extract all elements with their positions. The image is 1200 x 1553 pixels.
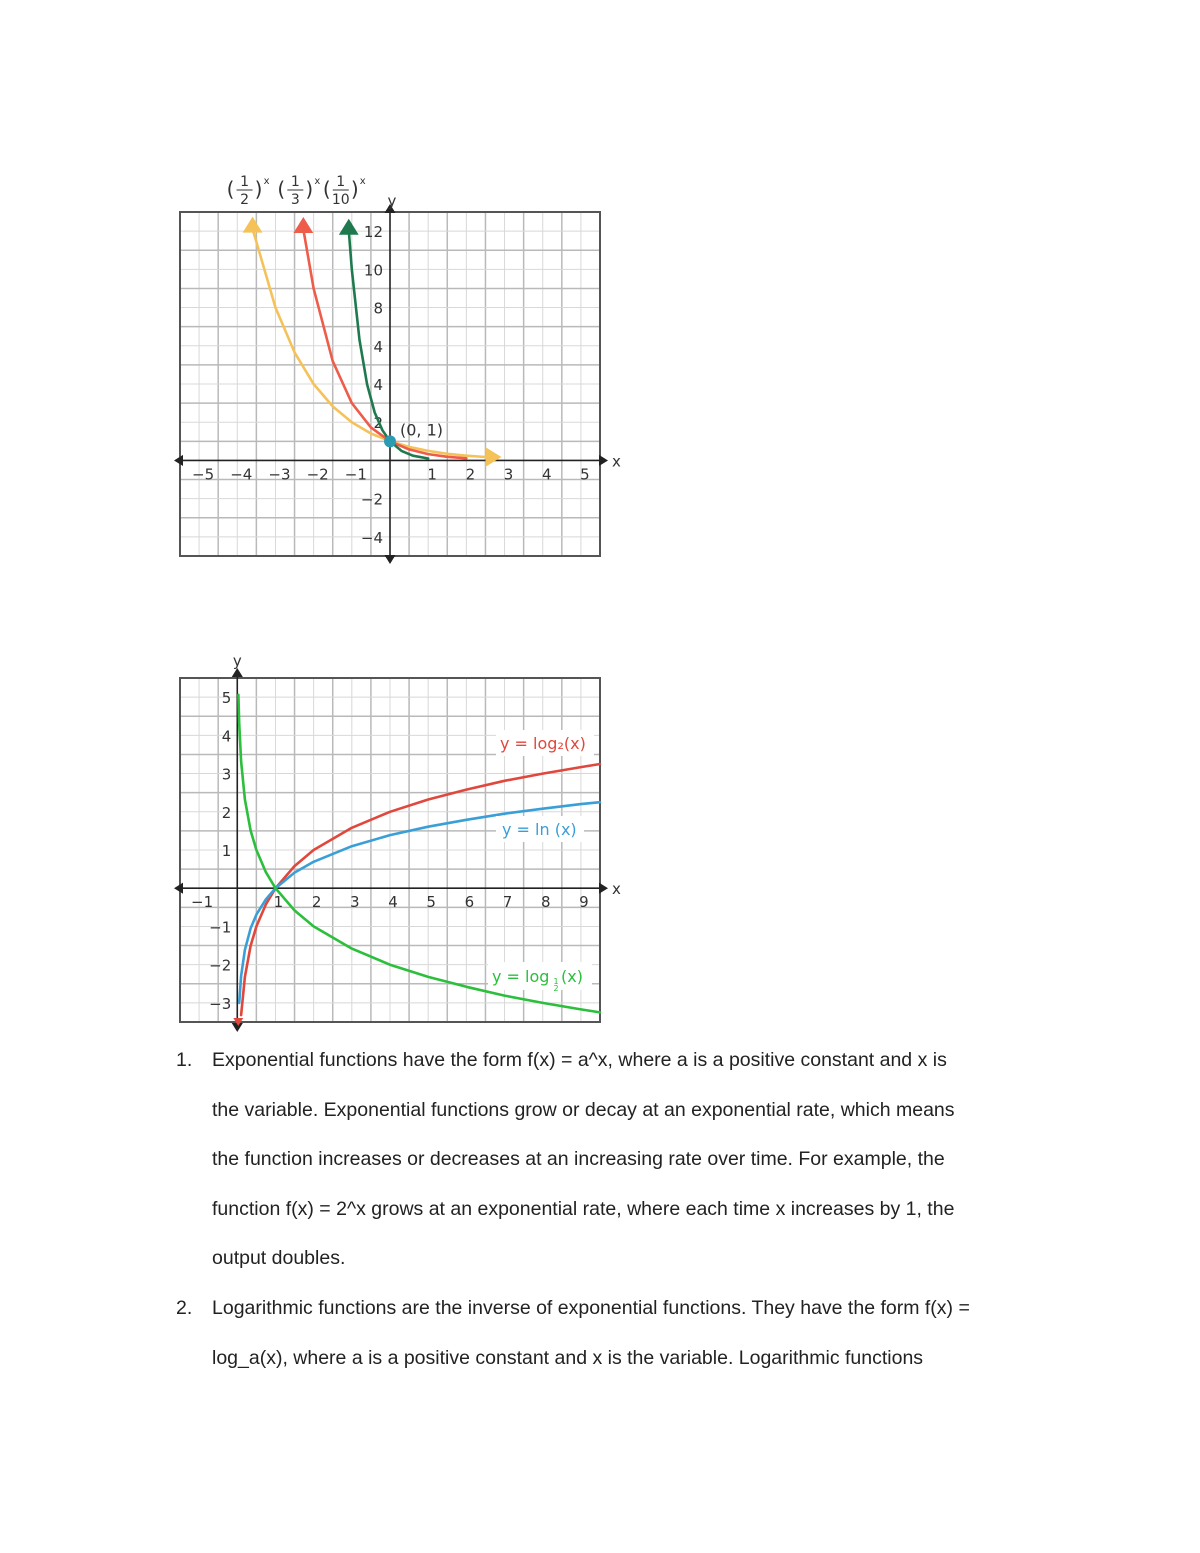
note-line: the variable. Exponential functions grow or decay at an exponential rate, which means	[212, 1098, 955, 1121]
x-tick-label: 5	[426, 893, 436, 912]
note-item-2	[170, 1284, 1050, 1383]
series-label	[227, 174, 270, 208]
x-tick-label: 7	[502, 893, 513, 912]
fraction-numerator: 1	[240, 174, 250, 190]
series-label-log2: y = log₂(x)	[500, 734, 586, 753]
x-tick-label: 9	[579, 893, 589, 912]
fraction-numerator: 1	[290, 174, 300, 190]
y-tick-label: 10	[363, 261, 383, 280]
x-tick-label: −4	[230, 465, 253, 484]
note-line: the function increases or decreases at an increasing rate over time. For example, the	[212, 1148, 945, 1171]
y-axis-label: y	[387, 192, 397, 210]
label-text: y = log	[492, 967, 550, 986]
x-axis-label: x	[612, 880, 621, 899]
y-tick-label: 5	[221, 689, 232, 708]
y-tick-label: 8	[373, 299, 383, 318]
x-tick-label: 4	[388, 893, 398, 912]
x-tick-label: 2	[311, 893, 322, 912]
y-axis-arrow-down	[384, 555, 395, 564]
x-tick-label: −5	[192, 465, 215, 484]
x-tick-label: 5	[580, 465, 590, 484]
x-axis-arrow-left	[174, 883, 183, 894]
notes-list	[170, 1036, 1050, 1383]
y-tick-label: −3	[209, 994, 232, 1013]
y-tick-label: 1	[221, 842, 232, 860]
paren-close: )	[350, 177, 359, 201]
x-tick-label: 3	[350, 893, 360, 912]
x-tick-label: 1	[427, 465, 437, 484]
x-axis-arrow	[599, 883, 608, 894]
x-tick-label: −2	[306, 465, 329, 484]
x-tick-label: 8	[540, 893, 551, 912]
x-tick-label: −1	[344, 465, 367, 484]
note-line: function f(x) = 2^x grows at an exponential rate, where each time x increases by 1, the	[212, 1197, 955, 1220]
exponent: x	[263, 176, 270, 187]
intersection-point	[384, 435, 396, 447]
y-tick-label: 4	[221, 727, 232, 746]
y-tick-label: −1	[209, 918, 232, 937]
x-tick-label: 3	[503, 465, 514, 484]
note-item-1	[170, 1036, 1050, 1284]
x-tick-label: −3	[268, 465, 291, 484]
series-label-ln: y = ln (x)	[502, 820, 577, 839]
point-label: (0, 1)	[400, 420, 444, 440]
x-axis-label: x	[612, 452, 621, 471]
note-line: output doubles.	[212, 1247, 346, 1270]
x-axis-arrow-left	[174, 455, 183, 466]
fraction-denominator: 2	[240, 192, 250, 208]
y-axis-label: y	[232, 652, 242, 670]
x-tick-label: 6	[464, 893, 475, 912]
y-tick-label: 3	[221, 765, 232, 784]
paren-open: (	[226, 177, 235, 201]
paren-open: (	[277, 177, 286, 201]
note-line: Exponential functions have the form f(x) = a^x, where a is a positive constant and x is	[212, 1049, 947, 1071]
exponent: x	[359, 176, 366, 187]
paren-close: )	[254, 177, 263, 201]
y-tick-label: 4	[373, 376, 383, 394]
fraction-numerator: 1	[336, 174, 346, 190]
x-axis-arrow	[599, 455, 608, 466]
logarithm-chart	[170, 650, 620, 1030]
y-tick-label: −4	[360, 528, 383, 547]
note-number: 1.	[176, 1049, 193, 1071]
label-tail: (x)	[561, 967, 583, 986]
note-line: Logarithmic functions are the inverse of exponential functions. They have the form f(x) =	[212, 1296, 970, 1319]
x-tick-label: 1	[273, 893, 284, 912]
y-tick-label: 2	[373, 414, 383, 433]
series-label	[277, 174, 320, 208]
y-tick-label: 12	[363, 223, 383, 242]
y-tick-label: 4	[373, 337, 383, 356]
y-tick-label: −2	[360, 490, 383, 509]
fraction-denominator: 10	[331, 192, 350, 208]
paren-open: (	[322, 177, 331, 201]
x-tick-label: 4	[541, 465, 552, 484]
exponential-decay-chart	[170, 150, 620, 570]
label-base-den: 2	[553, 984, 559, 993]
note-number: 2.	[176, 1296, 193, 1319]
exponent: x	[314, 176, 321, 187]
note-line: log_a(x), where a is a positive constant and x is the variable. Logarithmic functions	[212, 1346, 924, 1369]
label-base-num: 1	[553, 977, 559, 986]
y-tick-label: −2	[209, 956, 232, 975]
y-tick-label: 2	[221, 803, 232, 822]
paren-close: )	[305, 177, 314, 201]
x-tick-label: −1	[191, 893, 214, 912]
x-tick-label: 2	[465, 465, 476, 484]
fraction-denominator: 3	[290, 192, 300, 208]
series-label	[323, 174, 366, 208]
